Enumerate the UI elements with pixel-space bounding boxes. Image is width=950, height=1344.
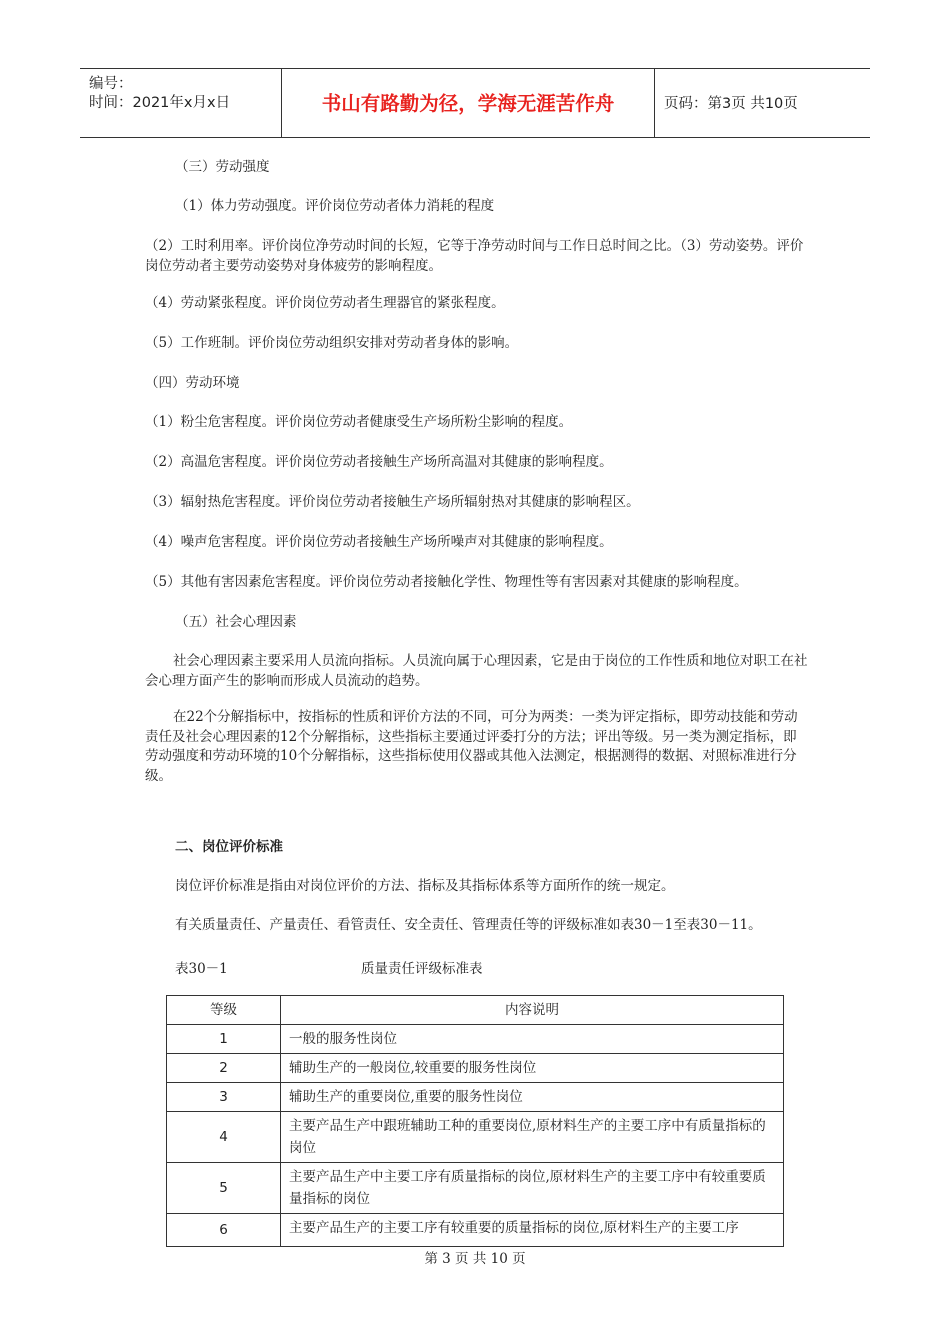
table-title: 质量责任评级标准表 xyxy=(361,961,483,977)
quality-responsibility-table xyxy=(166,995,784,1247)
paragraph: 在22个分解指标中，按指标的性质和评价方法的不同，可分为两类：一类为评定指标，即劳动技能和劳动责任及社会心理因素的12个分解指标，这些指标主要通过评委打分的方法；评出等级。另一类为测定指标，即劳动强度和劳动环境的10个分解指标，这些指标使用仪器或其他入法测定，根据测得的数据、对照标准进行分级。 xyxy=(145,709,798,784)
level-cell: 3 xyxy=(167,1083,281,1112)
table-number: 表30－1 xyxy=(175,961,228,977)
table-row xyxy=(167,1163,784,1214)
description-cell: 主要产品生产中主要工序有质量指标的岗位,原材料生产的主要工序中有较重要质量指标的岗位 xyxy=(281,1163,784,1214)
document-number-label: 编号： xyxy=(89,76,133,92)
paragraph: （5）其他有害因素危害程度。评价岗位劳动者接触化学性、物理性等有害因素对其健康的影响程度。 xyxy=(145,574,748,590)
level-cell: 1 xyxy=(167,1025,281,1054)
page-footer: 第 3 页 共 10 页 xyxy=(424,1251,526,1267)
description-cell xyxy=(281,1214,784,1247)
level-cell: 6 xyxy=(167,1214,281,1247)
column-header-description: 内容说明 xyxy=(281,996,784,1025)
paragraph: （4）劳动紧张程度。评价岗位劳动者生理器官的紧张程度。 xyxy=(145,295,505,311)
table-header-row xyxy=(167,996,784,1025)
description-text: 主要产品生产的主要工序有较重要的质量指标的岗位,原材料生产的主要工序 xyxy=(289,1220,739,1236)
document-date: 时间：2021年x月x日 xyxy=(89,95,231,111)
section-heading-social-psychology: （五）社会心理因素 xyxy=(175,614,297,630)
paragraph: 岗位评价标准是指由对岗位评价的方法、指标及其指标体系等方面所作的统一规定。 xyxy=(175,878,675,894)
description-cell: 主要产品生产中跟班辅助工种的重要岗位,原材料生产的主要工序中有质量指标的岗位 xyxy=(281,1112,784,1163)
level-cell: 2 xyxy=(167,1054,281,1083)
table-row xyxy=(167,1025,784,1054)
paragraph: （2）高温危害程度。评价岗位劳动者接触生产场所高温对其健康的影响程度。 xyxy=(145,454,613,470)
description-cell: 一般的服务性岗位 xyxy=(281,1025,784,1054)
table-row xyxy=(167,1214,784,1247)
level-cell: 4 xyxy=(167,1112,281,1163)
header-page-info: 页码：第3页 共10页 xyxy=(664,96,798,112)
table-row xyxy=(167,1054,784,1083)
section-heading-evaluation-standard: 二、岗位评价标准 xyxy=(175,839,283,855)
header-motto: 书山有路勤为径，学海无涯苦作舟 xyxy=(282,69,655,137)
paragraph: （3）辐射热危害程度。评价岗位劳动者接触生产场所辐射热对其健康的影响程区。 xyxy=(145,494,640,510)
header-meta xyxy=(80,69,282,137)
paragraph: （2）工时利用率。评价岗位净劳动时间的长短，它等于净劳动时间与工作日总时间之比。（3）劳动姿势。评价岗位劳动者主要劳动姿势对身体疲劳的影响程度。 xyxy=(145,238,804,274)
description-cell: 辅助生产的一般岗位,较重要的服务性岗位 xyxy=(281,1054,784,1083)
paragraph: （1）粉尘危害程度。评价岗位劳动者健康受生产场所粉尘影响的程度。 xyxy=(145,414,573,430)
section-heading-labor-intensity: （三）劳动强度 xyxy=(175,159,270,175)
column-header-level: 等级 xyxy=(167,996,281,1025)
paragraph: （4）噪声危害程度。评价岗位劳动者接触生产场所噪声对其健康的影响程度。 xyxy=(145,534,613,550)
paragraph: （5）工作班制。评价岗位劳动组织安排对劳动者身体的影响。 xyxy=(145,335,519,351)
table-row xyxy=(167,1083,784,1112)
table-row xyxy=(167,1112,784,1163)
page-header xyxy=(80,68,870,138)
paragraph: 有关质量责任、产量责任、看管责任、安全责任、管理责任等的评级标准如表30－1至表30－11。 xyxy=(175,917,762,933)
section-heading-labor-environment: （四）劳动环境 xyxy=(145,375,240,391)
description-cell: 辅助生产的重要岗位,重要的服务性岗位 xyxy=(281,1083,784,1112)
paragraph: 社会心理因素主要采用人员流向指标。人员流向属于心理因素，它是由于岗位的工作性质和地位对职工在社会心理方面产生的影响而形成人员流动的趋势。 xyxy=(145,653,808,689)
level-cell: 5 xyxy=(167,1163,281,1214)
paragraph: （1）体力劳动强度。评价岗位劳动者体力消耗的程度 xyxy=(175,198,495,214)
